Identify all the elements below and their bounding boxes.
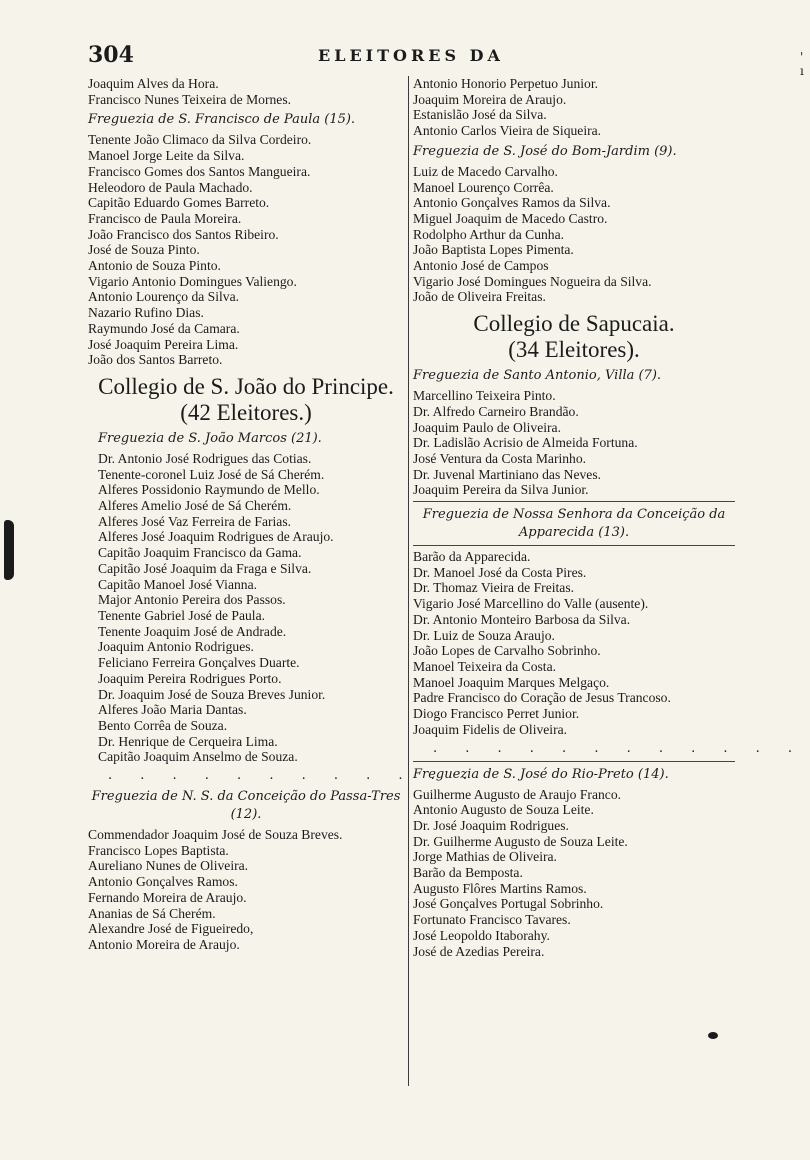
right-column <box>408 76 805 1086</box>
list-item: Antonio Moreira de Araujo. <box>88 936 240 952</box>
list-item: Diogo Francisco Perret Junior. <box>413 706 580 722</box>
list-item: Antonio Augusto de Souza Leite. <box>413 802 594 818</box>
list-item: Antonio José de Campos <box>413 258 549 274</box>
list-item: Dr. Alfredo Carneiro Brandão. <box>413 403 579 419</box>
list-item: Tenente Gabriel José de Paula. <box>98 607 266 623</box>
list-item: Joaquim Antonio Rodrigues. <box>98 639 254 655</box>
list-item: Dr. Antonio José Rodrigues das Cotias. <box>98 450 312 466</box>
list-item: Dr. Ladislão Acrisio de Almeida Fortuna. <box>413 435 638 451</box>
list-item: Dr. Joaquim José de Souza Breves Junior. <box>98 686 326 702</box>
list-item: Capitão Joaquim Francisco da Gama. <box>98 545 302 561</box>
list-item: Dr. Henrique de Cerqueira Lima. <box>98 733 278 749</box>
college-title-sapucaia: Collegio de Sapucaia. <box>473 311 675 337</box>
list-item: José de Souza Pinto. <box>88 242 200 258</box>
list-item: Dr. Antonio Monteiro Barbosa da Silva. <box>413 611 631 627</box>
dot-leader-separator: . . . . . . . . . . . . <box>108 768 480 784</box>
list-item: Dr. Guilherme Augusto de Souza Leite. <box>413 833 628 849</box>
list-item: José de Azedias Pereira. <box>413 943 545 959</box>
list-item: Manoel Joaquim Marques Melgaço. <box>413 674 610 690</box>
list-item: Capitão Eduardo Gomes Barreto. <box>88 195 270 211</box>
list-item: João dos Santos Barreto. <box>88 352 223 368</box>
list-item: Antonio Carlos Vieira de Siqueira. <box>413 123 602 139</box>
page-number: 304 <box>88 42 134 68</box>
list-item: Rodolpho Arthur da Cunha. <box>413 226 565 242</box>
list-item: Dr. Manoel José da Costa Pires. <box>413 564 587 580</box>
list-item: Tenente Joaquim José de Andrade. <box>98 623 287 639</box>
list-item: Feliciano Ferreira Gonçalves Duarte. <box>98 655 300 671</box>
list-item: José Leopoldo Itaborahy. <box>413 927 550 943</box>
left-top-list <box>88 76 404 107</box>
list-item: Francisco Nunes Teixeira de Mornes. <box>88 91 292 107</box>
list-item: Estanislão José da Silva. <box>413 107 547 123</box>
list-item: Joaquim Pereira Rodrigues Porto. <box>98 670 282 686</box>
list-item: Tenente João Climaco da Silva Cordeiro. <box>88 132 312 148</box>
list-item: José Ventura da Costa Marinho. <box>413 450 587 466</box>
list-item: Fortunato Francisco Tavares. <box>413 912 571 928</box>
list-item: Tenente-coronel Luiz José de Sá Cherém. <box>98 466 325 482</box>
list-item: Antonio de Souza Pinto. <box>88 258 221 274</box>
list-item: Bento Corrêa de Souza. <box>98 717 228 733</box>
sao-francisco-list <box>88 132 404 368</box>
list-item: Alferes José Vaz Ferreira de Farias. <box>98 513 292 529</box>
list-item: Major Antonio Pereira dos Passos. <box>98 592 286 608</box>
list-item: Manoel Teixeira da Costa. <box>413 658 556 674</box>
list-item: Barão da Apparecida. <box>413 549 531 565</box>
parish-heading-rio-preto: Freguezia de S. José do Rio-Preto (14). <box>413 766 669 782</box>
list-item: Commendador Joaquim José de Souza Breves. <box>88 827 343 843</box>
list-item: Manoel Lourenço Corrêa. <box>413 179 554 195</box>
list-item: Francisco Lopes Baptista. <box>88 842 229 858</box>
rio-preto-list <box>413 787 735 960</box>
list-item: Alferes João Maria Dantas. <box>98 702 247 718</box>
parish-heading-bom-jardim: Freguezia de S. José do Bom-Jardim (9). <box>413 143 677 159</box>
college-count-sapucaia: (34 Eleitores). <box>508 337 640 363</box>
list-item: Joaquim Alves da Hora. <box>88 76 219 91</box>
list-item: Nazario Rufino Dias. <box>88 305 204 321</box>
list-item: Ananias de Sá Cherém. <box>88 905 216 921</box>
parish-heading-sao-francisco: Freguezia de S. Francisco de Paula (15). <box>88 112 356 128</box>
passa-tres-list <box>88 827 404 953</box>
list-item: Dr. Luiz de Souza Araujo. <box>413 627 555 643</box>
list-item: Dr. Thomaz Vieira de Freitas. <box>413 580 575 596</box>
list-item: Raymundo José da Camara. <box>88 320 240 336</box>
list-item: Jorge Mathias de Oliveira. <box>413 849 557 865</box>
list-item: Francisco Gomes dos Santos Mangueira. <box>88 163 311 179</box>
parish-heading-sao-joao-marcos: Freguezia de S. João Marcos (21). <box>98 430 322 446</box>
list-item: João Lopes de Carvalho Sobrinho. <box>413 643 601 659</box>
list-item: José Joaquim Pereira Lima. <box>88 336 239 352</box>
list-item: Antonio Lourenço da Silva. <box>88 289 240 305</box>
parish-heading-passa-tres: Freguezia de N. S. da Conceição do Passa-Tres (12). <box>91 789 401 823</box>
list-item: Antonio Gonçalves Ramos da Silva. <box>413 195 611 211</box>
list-item: Marcellino Teixeira Pinto. <box>413 388 556 404</box>
list-item: Aureliano Nunes de Oliveira. <box>88 858 249 874</box>
section-rule <box>413 545 735 546</box>
parish-heading-apparecida: Freguezia de Nossa Senhora da Conceição da Apparecida (13). <box>422 507 726 541</box>
list-item: Vigario José Marcellino do Valle (ausente). <box>413 596 649 612</box>
right-top-list <box>413 76 735 139</box>
list-item: Alferes Amelio José de Sá Cherém. <box>98 498 292 514</box>
dot-leader-separator: . . . . . . . . . . . . <box>433 740 805 756</box>
list-item: Padre Francisco do Coração de Jesus Trancoso. <box>413 690 671 706</box>
list-item: Dr. Juvenal Martiniano das Neves. <box>413 466 602 482</box>
college-title-sao-joao-principe: Collegio de S. João do Principe. <box>98 373 394 399</box>
list-item: Antonio Honorio Perpetuo Junior. <box>413 76 599 91</box>
list-item: José Gonçalves Portugal Sobrinho. <box>413 896 604 912</box>
list-item: João Francisco dos Santos Ribeiro. <box>88 226 279 242</box>
bom-jardim-list <box>413 164 735 305</box>
list-item: Alferes Possidonio Raymundo de Mello. <box>98 482 320 498</box>
parish-heading-santo-antonio: Freguezia de Santo Antonio, Villa (7). <box>413 368 662 384</box>
list-item: Capitão José Joaquim da Fraga e Silva. <box>98 560 312 576</box>
list-item: Capitão Joaquim Anselmo de Souza. <box>98 749 298 765</box>
sao-joao-marcos-list <box>88 451 404 765</box>
list-item: Barão da Bemposta. <box>413 865 523 881</box>
list-item: Capitão Manoel José Vianna. <box>98 576 258 592</box>
list-item: Joaquim Pereira da Silva Junior. <box>413 482 589 498</box>
apparecida-list <box>413 549 735 737</box>
list-item: Francisco de Paula Moreira. <box>88 210 242 226</box>
list-item: Alferes José Joaquim Rodrigues de Araujo. <box>98 529 334 545</box>
list-item: Augusto Flôres Martins Ramos. <box>413 880 587 896</box>
list-item: Alexandre José de Figueiredo, <box>88 921 254 937</box>
running-title: ELEITORES DA <box>318 46 504 65</box>
list-item: Joaquim Moreira de Araujo. <box>413 91 567 107</box>
section-rule <box>413 501 735 502</box>
list-item: João de Oliveira Freitas. <box>413 289 546 305</box>
list-item: Guilherme Augusto de Araujo Franco. <box>413 786 622 802</box>
list-item: Vigario Antonio Domingues Valiengo. <box>88 273 297 289</box>
college-count-sao-joao-principe: (42 Eleitores.) <box>180 399 312 425</box>
list-item: Miguel Joaquim de Macedo Castro. <box>413 210 608 226</box>
list-item: Antonio Gonçalves Ramos. <box>88 874 238 890</box>
list-item: Luiz de Macedo Carvalho. <box>413 163 558 179</box>
section-rule <box>413 761 735 762</box>
corner-marks: ' ı <box>800 50 810 78</box>
page-header <box>88 42 810 78</box>
list-item: Manoel Jorge Leite da Silva. <box>88 148 245 164</box>
santo-antonio-list <box>413 388 735 498</box>
list-item: Fernando Moreira de Araujo. <box>88 889 247 905</box>
list-item: João Baptista Lopes Pimenta. <box>413 242 574 258</box>
list-item: Dr. José Joaquim Rodrigues. <box>413 817 569 833</box>
list-item: Joaquim Fidelis de Oliveira. <box>413 721 568 737</box>
list-item: Heleodoro de Paula Machado. <box>88 179 253 195</box>
list-item: Joaquim Paulo de Oliveira. <box>413 419 561 435</box>
binding-mark <box>4 520 14 580</box>
list-item: Vigario José Domingues Nogueira da Silva. <box>413 273 652 289</box>
